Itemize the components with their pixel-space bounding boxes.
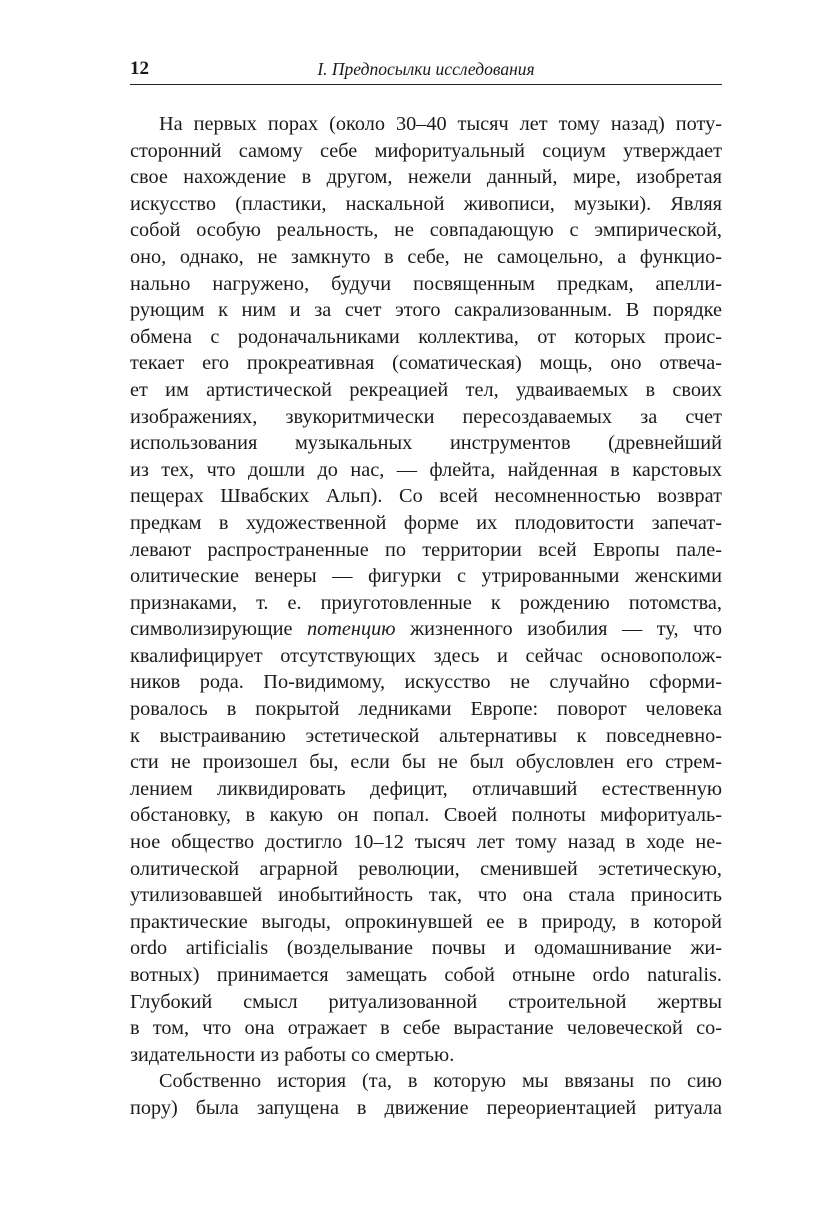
text-line: ников рода. По-видимому, искусство не случайно сформи- (130, 671, 722, 694)
running-header (130, 56, 722, 85)
text-line: собой особую реальность, не совпадающую с эмпирической, (130, 219, 722, 242)
text-line: левают распространенные по территории всей Европы пале- (130, 538, 722, 561)
running-title: I. Предпосылки исследования (317, 59, 535, 79)
text-segment: символизирующие (130, 618, 307, 641)
text-line: сторонний самому себе мифоритуальный социум утверждает (130, 139, 722, 162)
text-line: пещерах Швабских Альп). Со всей несомненностью возврат (130, 485, 722, 508)
text-line: сти не произошел бы, если бы не был обусловлен его стрем- (130, 751, 722, 774)
paragraph (130, 111, 722, 1068)
text-line: признаками, т. е. приуготовленные к рождению потомства, (130, 591, 722, 614)
text-line: Собственно история (та, в которую мы ввязаны по сию (159, 1070, 722, 1093)
text-line: обстановку, в какую он попал. Своей полноты мифоритуаль- (130, 804, 722, 827)
text-line: к выстраиванию эстетической альтернативы к повседневно- (130, 724, 722, 747)
text-line: олитической аграрной революции, сменившей эстетическую, (130, 857, 722, 880)
text-line: утилизовавшей инобытийность так, что она стала приносить (130, 884, 722, 907)
text-line: ordo artificialis (возделывание почвы и одомашнивание жи- (130, 937, 722, 960)
text-line: пору) была запущена в движение переориентацией ритуала (130, 1096, 722, 1119)
text-line: На первых порах (около 30–40 тысяч лет тому назад) поту- (159, 113, 722, 135)
page-number: 12 (130, 58, 149, 79)
text-line: лением ликвидировать дефицит, отличавший естественную (130, 777, 722, 800)
text-line: текает его прокреативная (соматическая) мощь, оно отвеча- (130, 352, 722, 375)
text-segment: жизненного изобилия — ту, что (395, 618, 722, 641)
text-line: предкам в художественной форме их плодовитости запечат- (130, 511, 722, 534)
text-line: ное общество достигло 10–12 тысяч лет тому назад в ходе не- (130, 831, 722, 854)
text-line: ровалось в покрытой ледниками Европе: поворот человека (130, 698, 722, 721)
text-line: искусство (пластики, наскальной живописи, музыки). Являя (130, 192, 722, 215)
text-line: олитические венеры — фигурки с утрированными женскими (130, 565, 722, 588)
text-line: в том, что она отражает в себе вырастание человеческой со- (130, 1017, 722, 1040)
text-line: оно, однако, не замкнуто в себе, не самоцельно, а функцио- (130, 245, 722, 268)
text-line: из тех, что дошли до нас, — флейта, найденная в карстовых (130, 458, 722, 481)
text-line: зидательности из работы со смертью. (130, 1043, 455, 1066)
text-line: вотных) принимается замещать собой отныне ordo naturalis. (130, 964, 722, 986)
text-line: обмена с родоначальниками коллектива, от которых проис- (130, 325, 722, 348)
text-line: нально нагружено, будучи посвященным предкам, апелли- (130, 272, 722, 295)
paragraph (130, 1068, 722, 1121)
text-line: квалифицирует отсутствующих здесь и сейчас основополож- (130, 644, 722, 667)
text-line: изображениях, звукоритмически пересоздаваемых за счет (130, 405, 722, 428)
text-line: Глубокий смысл ритуализованной строительной жертвы (130, 990, 722, 1013)
text-line: свое нахождение в другом, нежели данный, мире, изобретая (130, 166, 722, 189)
body-text (130, 111, 722, 1122)
text-line: использования музыкальных инструментов (древнейший (130, 432, 722, 455)
text-line (130, 616, 722, 643)
italic-emphasis: потенцию (306, 618, 396, 641)
text-line: практические выгоды, опрокинувшей ее в природу, в которой (130, 910, 722, 933)
text-line: рующим к ним и за счет этого сакрализованным. В порядке (130, 299, 722, 322)
text-line: ет им артистической рекреацией тел, удваиваемых в своих (130, 378, 722, 401)
